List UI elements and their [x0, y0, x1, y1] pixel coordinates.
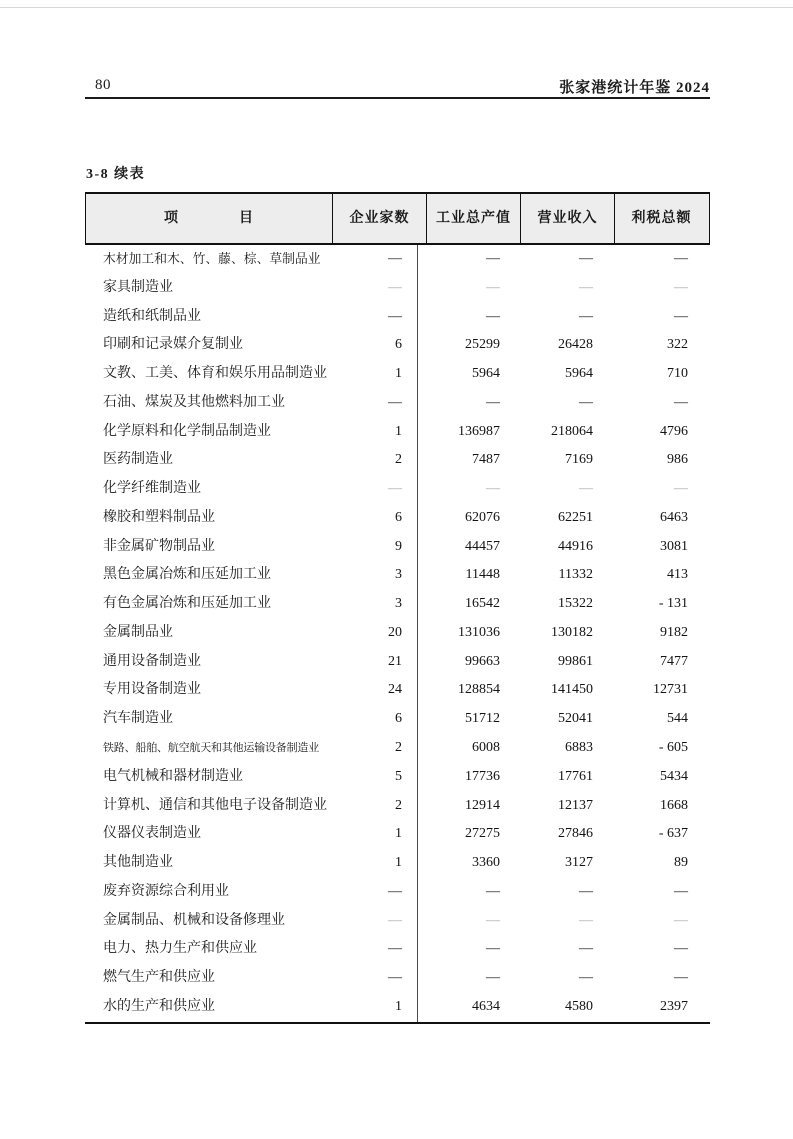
table-row — [85, 648, 710, 677]
revenue-cell: 99861 — [558, 653, 593, 669]
column-header-item: 项 目 — [164, 211, 254, 226]
table-row — [85, 676, 710, 705]
table-row — [85, 504, 710, 533]
enterprises-cell: 6 — [395, 509, 402, 525]
profit-tax-cell: 413 — [667, 567, 688, 583]
row-label-cell: 专用设备制造业 — [103, 682, 201, 698]
row-label-cell: 木材加工和木、竹、藤、棕、草制品业 — [103, 252, 321, 266]
profit-tax-cell: 1668 — [660, 797, 688, 813]
enterprises-cell: 1 — [395, 366, 402, 382]
profit-tax-cell: 12731 — [653, 682, 688, 698]
table-row — [85, 331, 710, 360]
enterprises-cell: 3 — [395, 596, 402, 612]
enterprises-cell: — — [388, 970, 402, 986]
enterprises-cell: 1 — [395, 998, 402, 1014]
gross-output-cell: 51712 — [465, 711, 500, 727]
table-row — [85, 303, 710, 332]
gross-output-cell: 12914 — [465, 797, 500, 813]
enterprises-cell: — — [388, 481, 402, 497]
gross-output-cell: 25299 — [465, 337, 500, 353]
gross-output-cell: 7487 — [472, 452, 500, 468]
profit-tax-cell: 322 — [667, 337, 688, 353]
revenue-cell: 44916 — [558, 538, 593, 554]
column-divider-line — [417, 245, 418, 1022]
page-number: 80 — [95, 77, 111, 93]
gross-output-cell: 62076 — [465, 509, 500, 525]
column-header-gross-output: 工业总产值 — [426, 194, 520, 243]
gross-output-cell: 16542 — [465, 596, 500, 612]
gross-output-cell: — — [486, 279, 500, 295]
row-label-cell: 家具制造业 — [103, 279, 173, 295]
revenue-cell: — — [579, 308, 593, 324]
enterprises-cell: 5 — [395, 768, 402, 784]
profit-tax-cell: — — [674, 883, 688, 899]
enterprises-cell: 24 — [388, 682, 402, 698]
revenue-cell: 130182 — [551, 624, 593, 640]
revenue-cell: 7169 — [565, 452, 593, 468]
enterprises-cell: — — [388, 308, 402, 324]
gross-output-cell: 44457 — [465, 538, 500, 554]
revenue-cell: — — [579, 970, 593, 986]
row-label-cell: 汽车制造业 — [103, 711, 173, 727]
profit-tax-cell: — — [674, 308, 688, 324]
table-row — [85, 446, 710, 475]
gross-output-cell: 4634 — [472, 998, 500, 1014]
enterprises-cell: 1 — [395, 423, 402, 439]
row-label-cell: 印刷和记录媒介复制业 — [103, 337, 243, 353]
revenue-cell: 15322 — [558, 596, 593, 612]
row-label-cell: 其他制造业 — [103, 855, 173, 871]
enterprises-cell: 2 — [395, 797, 402, 813]
profit-tax-cell: 3081 — [660, 538, 688, 554]
profit-tax-cell: - 605 — [658, 740, 688, 756]
table-row — [85, 561, 710, 590]
enterprises-cell: 2 — [395, 452, 402, 468]
profit-tax-cell: 544 — [667, 711, 688, 727]
table-row — [85, 590, 710, 619]
column-header-profit-tax: 利税总额 — [614, 194, 708, 243]
profit-tax-cell: — — [674, 970, 688, 986]
revenue-cell: 27846 — [558, 826, 593, 842]
gross-output-cell: 11448 — [465, 567, 500, 583]
profit-tax-cell: 5434 — [660, 768, 688, 784]
revenue-cell: 218064 — [551, 423, 593, 439]
column-header-revenue: 营业收入 — [520, 194, 614, 243]
enterprises-cell: 21 — [388, 653, 402, 669]
gross-output-cell: 5964 — [472, 366, 500, 382]
revenue-cell: 3127 — [565, 855, 593, 871]
enterprises-cell: — — [388, 912, 402, 928]
row-label-cell: 橡胶和塑料制品业 — [103, 509, 215, 525]
table-row — [85, 763, 710, 792]
gross-output-cell: 27275 — [465, 826, 500, 842]
enterprises-cell: 1 — [395, 855, 402, 871]
revenue-cell: — — [579, 912, 593, 928]
enterprises-cell: 3 — [395, 567, 402, 583]
table-row — [85, 418, 710, 447]
gross-output-cell: 136987 — [458, 423, 500, 439]
gross-output-cell: 99663 — [465, 653, 500, 669]
table-row — [85, 734, 710, 763]
enterprises-cell: 2 — [395, 740, 402, 756]
revenue-cell: 26428 — [558, 337, 593, 353]
revenue-cell: 141450 — [551, 682, 593, 698]
gross-output-cell: 3360 — [472, 855, 500, 871]
profit-tax-cell: — — [674, 912, 688, 928]
gross-output-cell: 131036 — [458, 624, 500, 640]
row-label-cell: 废弃资源综合利用业 — [103, 883, 229, 899]
enterprises-cell: 6 — [395, 337, 402, 353]
profit-tax-cell: — — [674, 941, 688, 957]
profit-tax-cell: 710 — [667, 366, 688, 382]
table-body — [85, 245, 710, 1024]
revenue-cell: 17761 — [558, 768, 593, 784]
revenue-cell: — — [579, 941, 593, 957]
row-label-cell: 电气机械和器材制造业 — [103, 768, 243, 784]
profit-tax-cell: 89 — [674, 855, 688, 871]
gross-output-cell: — — [486, 251, 500, 266]
table-row — [85, 619, 710, 648]
row-label-cell: 电力、热力生产和供应业 — [103, 941, 257, 957]
enterprises-cell: 9 — [395, 538, 402, 554]
gross-output-cell: 6008 — [472, 740, 500, 756]
enterprises-cell: — — [388, 394, 402, 410]
table-row — [85, 705, 710, 734]
table-row — [85, 964, 710, 993]
row-label-cell: 医药制造业 — [103, 452, 173, 468]
table-row — [85, 878, 710, 907]
gross-output-cell: — — [486, 912, 500, 928]
row-label-cell: 燃气生产和供应业 — [103, 970, 215, 986]
yearbook-title: 张家港统计年鉴 2024 — [559, 80, 710, 96]
revenue-cell: — — [579, 883, 593, 899]
table-row — [85, 792, 710, 821]
industry-table — [85, 192, 710, 1024]
header-rule — [85, 97, 710, 99]
gross-output-cell: — — [486, 883, 500, 899]
row-label-cell: 通用设备制造业 — [103, 653, 201, 669]
enterprises-cell: — — [388, 279, 402, 295]
profit-tax-cell: - 131 — [658, 596, 688, 612]
revenue-cell: 12137 — [558, 797, 593, 813]
table-row — [85, 907, 710, 936]
scan-edge-line — [0, 7, 793, 8]
table-row — [85, 849, 710, 878]
profit-tax-cell: 7477 — [660, 653, 688, 669]
revenue-cell: 11332 — [558, 567, 593, 583]
revenue-cell: — — [579, 481, 593, 497]
table-row — [85, 993, 710, 1022]
row-label-cell: 水的生产和供应业 — [103, 998, 215, 1014]
table-caption: 3-8 续表 — [86, 167, 146, 182]
row-label-cell: 石油、煤炭及其他燃料加工业 — [103, 394, 285, 410]
row-label-cell: 仪器仪表制造业 — [103, 826, 201, 842]
table-row — [85, 820, 710, 849]
revenue-cell: 5964 — [565, 366, 593, 382]
table-row — [85, 274, 710, 303]
gross-output-cell: 128854 — [458, 682, 500, 698]
table-header-row — [85, 192, 710, 245]
gross-output-cell: — — [486, 970, 500, 986]
row-label-cell: 造纸和纸制品业 — [103, 308, 201, 324]
row-label-cell: 文教、工美、体育和娱乐用品制造业 — [103, 366, 327, 382]
row-label-cell: 计算机、通信和其他电子设备制造业 — [103, 797, 327, 813]
revenue-cell: 62251 — [558, 509, 593, 525]
enterprises-cell: — — [388, 941, 402, 957]
revenue-cell: 6883 — [565, 740, 593, 756]
revenue-cell: — — [579, 279, 593, 295]
row-label-cell: 化学纤维制造业 — [103, 481, 201, 497]
gross-output-cell: — — [486, 308, 500, 324]
profit-tax-cell: 2397 — [660, 998, 688, 1014]
profit-tax-cell: — — [674, 481, 688, 497]
profit-tax-cell: — — [674, 251, 688, 266]
revenue-cell: — — [579, 394, 593, 410]
row-label-cell: 化学原料和化学制品制造业 — [103, 423, 271, 439]
row-label-cell: 黑色金属冶炼和压延加工业 — [103, 567, 271, 583]
table-row — [85, 935, 710, 964]
table-row — [85, 475, 710, 504]
row-label-cell: 金属制品、机械和设备修理业 — [103, 912, 285, 928]
profit-tax-cell: — — [674, 394, 688, 410]
revenue-cell: — — [579, 251, 593, 266]
profit-tax-cell: 986 — [667, 452, 688, 468]
table-row — [85, 360, 710, 389]
row-label-cell: 铁路、船舶、航空航天和其他运输设备制造业 — [103, 742, 319, 755]
gross-output-cell: 17736 — [465, 768, 500, 784]
gross-output-cell: — — [486, 394, 500, 410]
column-header-enterprises: 企业家数 — [332, 194, 426, 243]
gross-output-cell: — — [486, 481, 500, 497]
row-label-cell: 有色金属冶炼和压延加工业 — [103, 596, 271, 612]
table-row — [85, 533, 710, 562]
profit-tax-cell: 9182 — [660, 624, 688, 640]
revenue-cell: 4580 — [565, 998, 593, 1014]
enterprises-cell: 6 — [395, 711, 402, 727]
table-row — [85, 389, 710, 418]
revenue-cell: 52041 — [558, 711, 593, 727]
enterprises-cell: — — [388, 251, 402, 266]
table-row — [85, 245, 710, 274]
enterprises-cell: 20 — [388, 624, 402, 640]
enterprises-cell: — — [388, 883, 402, 899]
gross-output-cell: — — [486, 941, 500, 957]
enterprises-cell: 1 — [395, 826, 402, 842]
row-label-cell: 金属制品业 — [103, 624, 173, 640]
profit-tax-cell: 6463 — [660, 509, 688, 525]
profit-tax-cell: - 637 — [658, 826, 688, 842]
profit-tax-cell: 4796 — [660, 423, 688, 439]
row-label-cell: 非金属矿物制品业 — [103, 538, 215, 554]
profit-tax-cell: — — [674, 279, 688, 295]
